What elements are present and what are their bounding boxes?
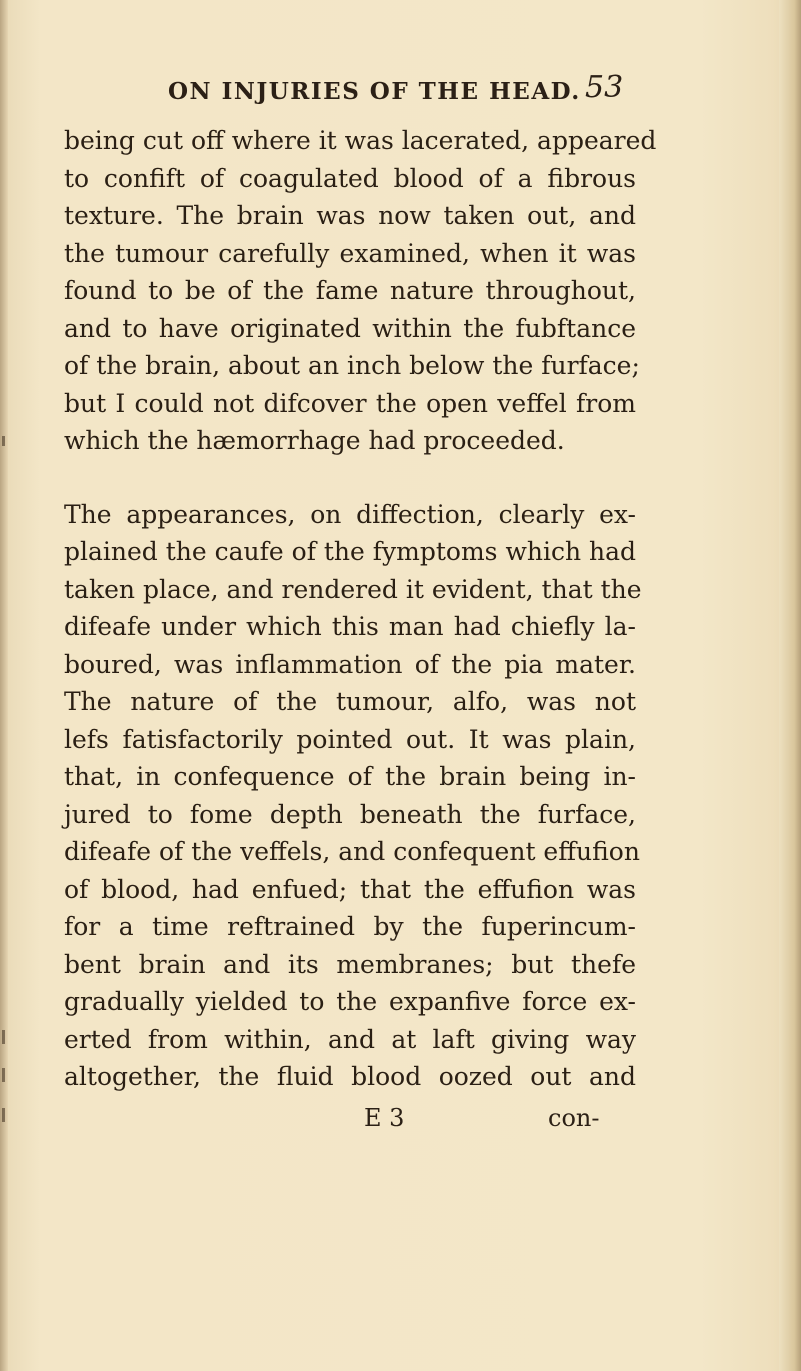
text-line: bent brain and its membranes; but thefe [64, 949, 636, 979]
text-line: of the brain, about an inch below the furface; [64, 351, 640, 380]
text-line: lefs fatisfactorily pointed out. It was plain, [64, 724, 636, 754]
margin-tick-mark [2, 1068, 5, 1082]
page-footer [0, 1104, 801, 1144]
text-line: The appearances, on diffection, clearly ex- [64, 499, 636, 529]
text-line: difeafe of the veffels, and confequent effufion [64, 837, 640, 866]
text-line: but I could not difcover the open veffel from [64, 388, 636, 418]
text-line: found to be of the fame nature throughout, [64, 276, 636, 305]
text-line: and to have originated within the fubftance [64, 313, 636, 343]
paragraph-1 [64, 122, 657, 460]
signature-mark: E 3 [364, 1104, 405, 1132]
paragraph-2 [64, 496, 642, 1096]
page-edge-shadow [779, 0, 801, 1371]
catchword: con- [548, 1104, 600, 1132]
text-line: that, in confequence of the brain being in- [64, 762, 636, 791]
text-line: for a time reftrained by the fuperincum- [64, 912, 636, 941]
margin-tick-mark [2, 1030, 5, 1044]
text-line: erted from within, and at laft giving way [64, 1024, 636, 1054]
margin-tick-mark [2, 436, 5, 446]
page-number: 53 [585, 70, 624, 105]
text-line: The nature of the tumour, alfo, was not [64, 687, 636, 716]
text-line: taken place, and rendered it evident, that the [64, 574, 642, 604]
text-line: to confift of coagulated blood of a fibrous [64, 163, 636, 193]
text-line: boured, was inflammation of the pia mater. [64, 649, 636, 679]
text-line: the tumour carefully examined, when it was [64, 238, 636, 268]
text-line: which the hæmorrhage had proceeded. [64, 426, 565, 455]
text-line: plained the caufe of the fymptoms which had [64, 537, 636, 566]
text-line: of blood, had enfued; that the effufion was [64, 874, 636, 904]
text-line: difeafe under which this man had chiefly la- [64, 612, 636, 641]
running-head: ON INJURIES OF THE HEAD. [168, 78, 581, 105]
page-gutter-shadow [0, 0, 8, 1371]
page-header [0, 70, 801, 118]
margin-tick-mark [2, 1108, 5, 1122]
text-line: gradually yielded to the expanfive force ex- [64, 987, 636, 1016]
text-line: texture. The brain was now taken out, and [64, 201, 636, 230]
text-line: being cut off where it was lacerated, appeared [64, 126, 657, 155]
text-line: jured to fome depth beneath the furface, [64, 799, 636, 829]
text-line: altogether, the fluid blood oozed out and [64, 1062, 636, 1091]
body-text [64, 122, 657, 1096]
